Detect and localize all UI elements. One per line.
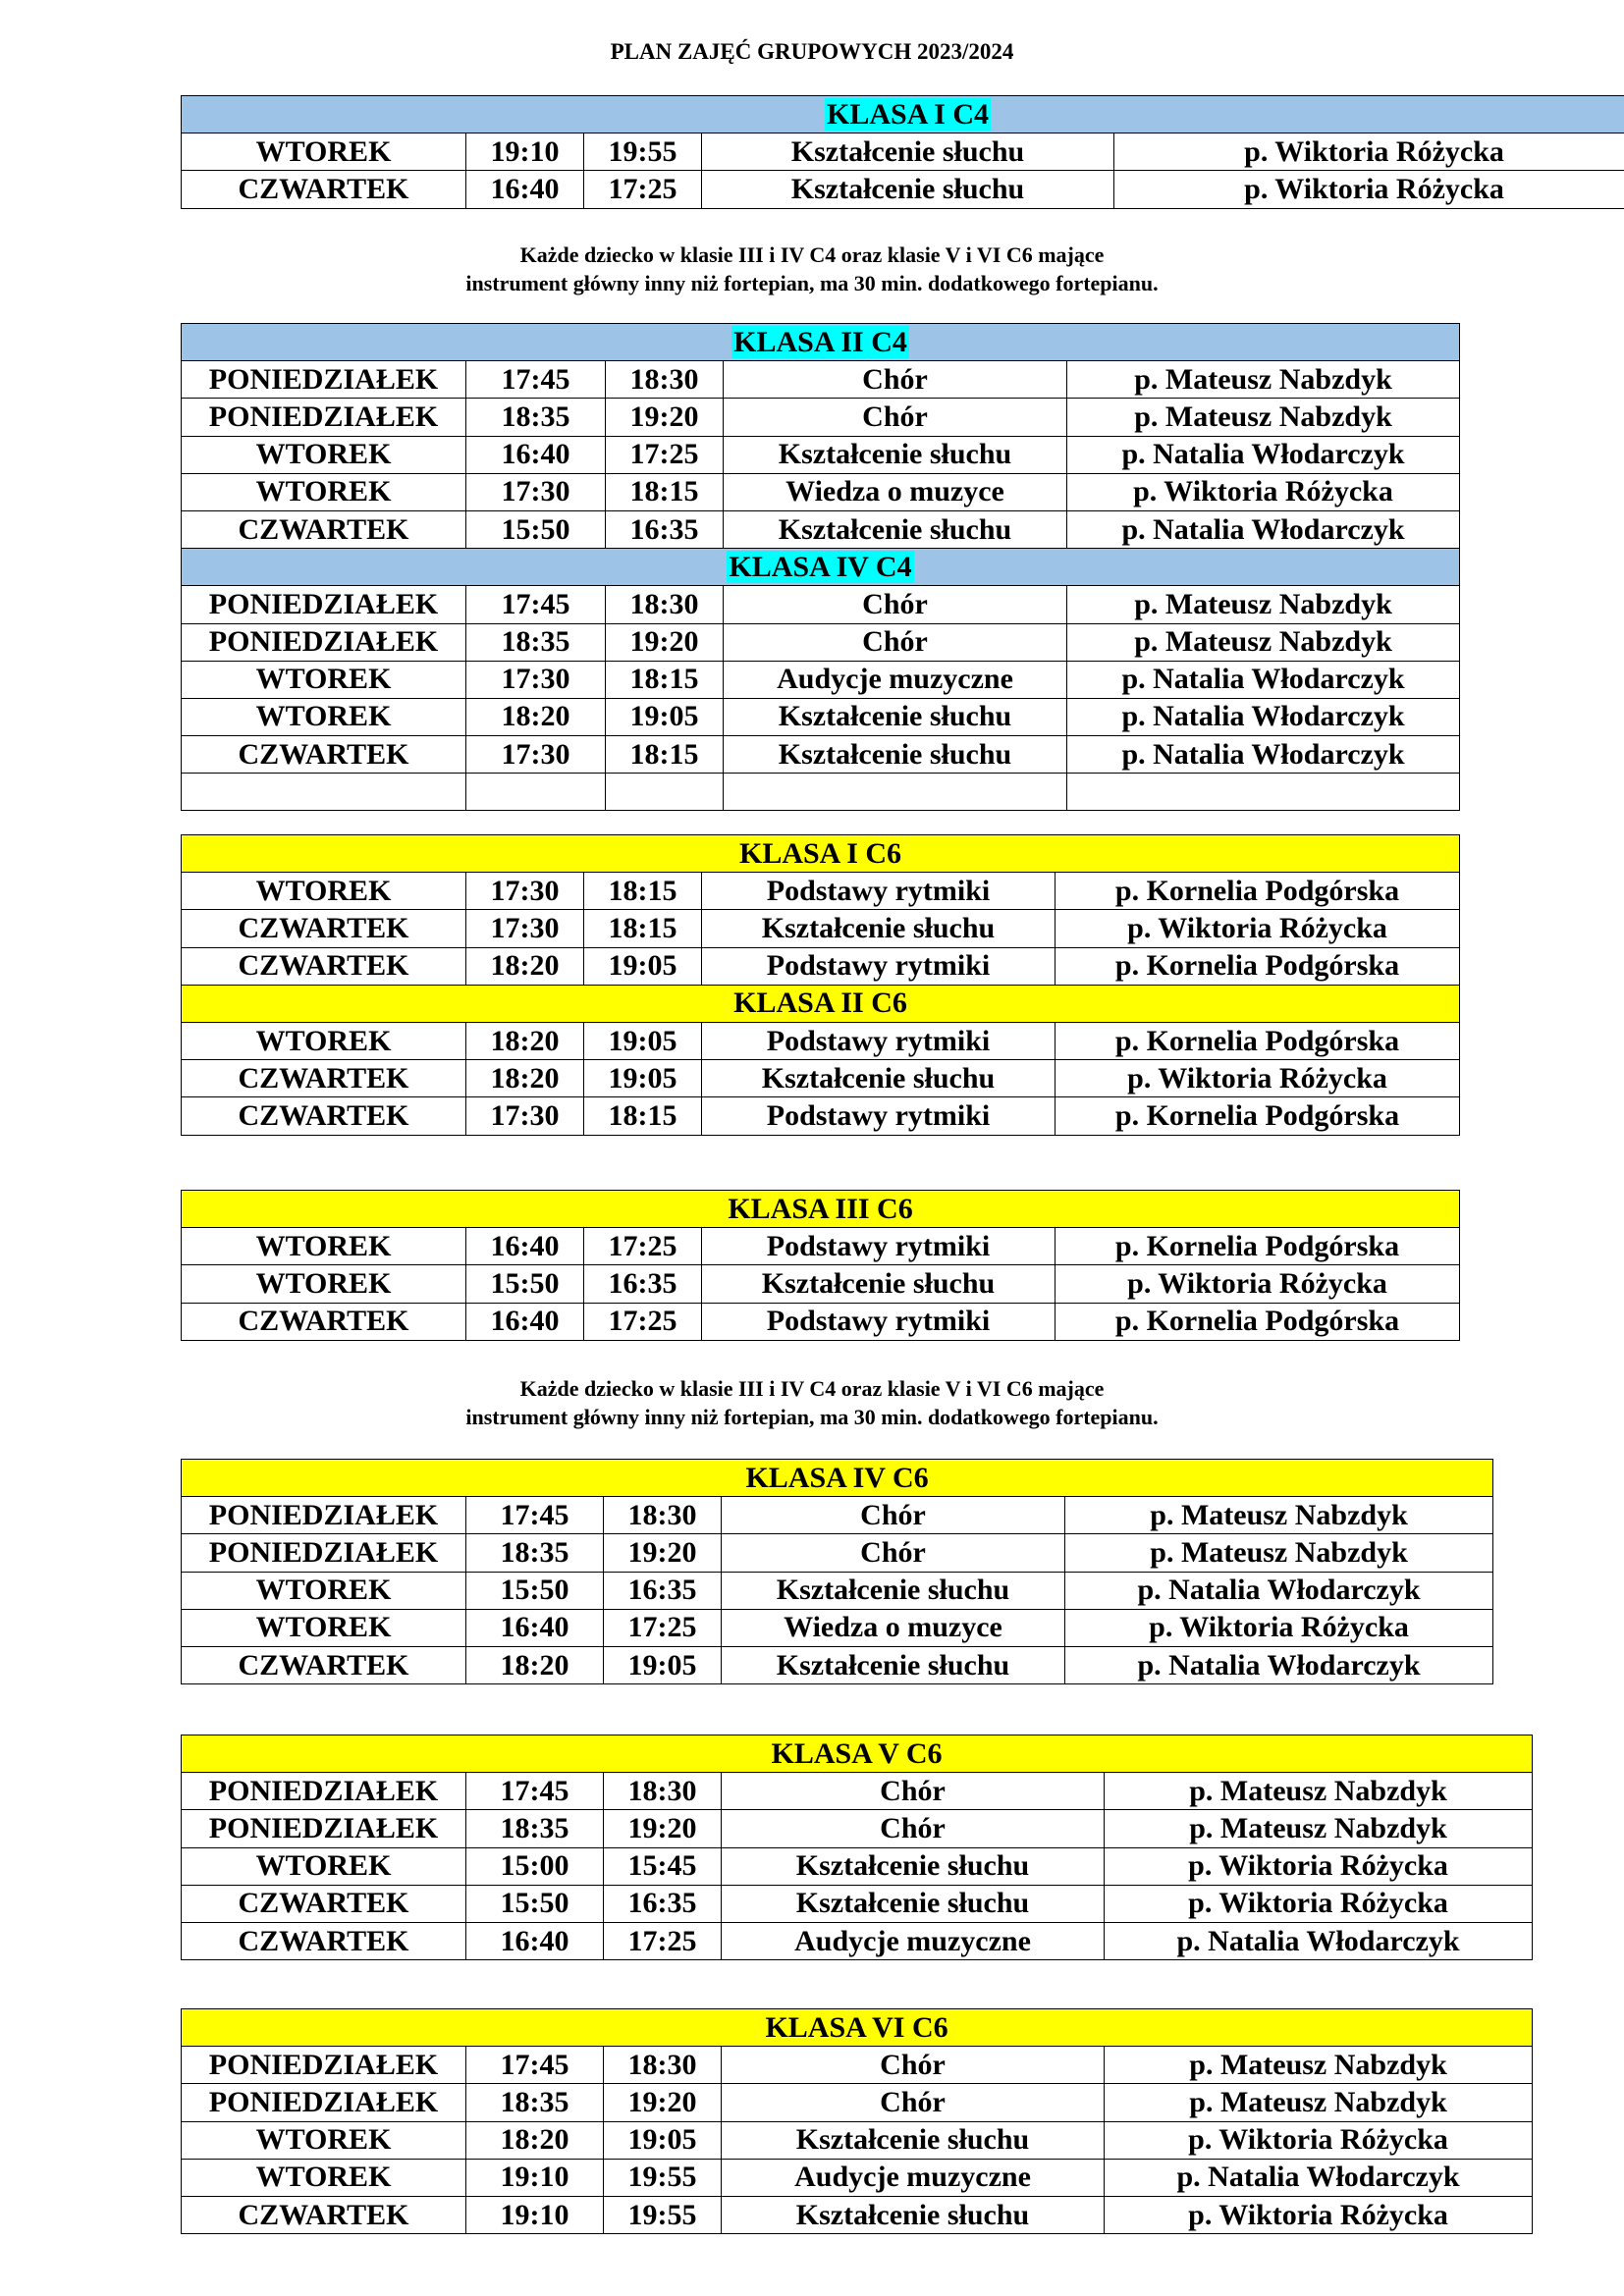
- day-cell: CZWARTEK: [182, 1885, 466, 1922]
- end-time-cell: 18:30: [606, 586, 724, 623]
- subject-cell: Audycje muzyczne: [724, 661, 1067, 698]
- teacher-cell: p. Wiktoria Różycka: [1065, 1609, 1493, 1646]
- subject-cell: Chór: [724, 361, 1067, 399]
- table-row: [182, 171, 1624, 208]
- table-row: [182, 910, 1460, 947]
- subject-cell: Kształcenie słuchu: [724, 736, 1067, 774]
- day-cell: CZWARTEK: [182, 1646, 466, 1683]
- class-header: [182, 835, 1460, 873]
- table-row: [182, 2121, 1533, 2159]
- day-cell: CZWARTEK: [182, 1922, 466, 1959]
- day-cell: PONIEDZIAŁEK: [182, 1810, 466, 1847]
- table-row: [182, 661, 1460, 698]
- class-header: [182, 1735, 1533, 1773]
- day-cell: PONIEDZIAŁEK: [182, 623, 466, 661]
- teacher-cell: p. Kornelia Podgórska: [1056, 1303, 1460, 1340]
- table-row: [182, 2047, 1533, 2084]
- day-cell: WTOREK: [182, 1022, 466, 1059]
- start-time-cell: 17:30: [466, 910, 584, 947]
- teacher-cell: p. Wiktoria Różycka: [1114, 171, 1624, 208]
- table-row: [182, 873, 1460, 910]
- class-header-row: [182, 2009, 1533, 2047]
- end-time-cell: 18:30: [606, 361, 724, 399]
- subject-cell: Podstawy rytmiki: [702, 873, 1056, 910]
- class-header: [182, 1460, 1493, 1497]
- class-header-row: [182, 835, 1460, 873]
- table-row: [182, 473, 1460, 510]
- note-line: Każde dziecko w klasie III i IV C4 oraz klasie V i VI C6 mające: [519, 242, 1105, 267]
- start-time-cell: 19:10: [466, 133, 584, 171]
- table-row: [182, 1922, 1533, 1959]
- day-cell: PONIEDZIAŁEK: [182, 1534, 466, 1572]
- day-cell: PONIEDZIAŁEK: [182, 1497, 466, 1534]
- table-row: [182, 1885, 1533, 1922]
- empty-cell: [724, 774, 1067, 811]
- class-header-row: [182, 1460, 1493, 1497]
- subject-cell: Kształcenie słuchu: [722, 1572, 1065, 1609]
- teacher-cell: p. Wiktoria Różycka: [1067, 473, 1460, 510]
- teacher-cell: p. Natalia Włodarczyk: [1105, 2159, 1533, 2196]
- end-time-cell: 16:35: [584, 1265, 702, 1303]
- page-title: PLAN ZAJĘĆ GRUPOWYCH 2023/2024: [610, 39, 1014, 64]
- class-header-row: [182, 1735, 1533, 1773]
- day-cell: WTOREK: [182, 1847, 466, 1885]
- day-cell: CZWARTEK: [182, 2196, 466, 2233]
- class-name: KLASA I C4: [827, 97, 990, 131]
- table-row: [182, 361, 1460, 399]
- subject-cell: Chór: [722, 1497, 1065, 1534]
- table-row: [182, 1022, 1460, 1059]
- class-header-row: [182, 985, 1460, 1022]
- start-time-cell: 16:40: [466, 1303, 584, 1340]
- teacher-cell: p. Wiktoria Różycka: [1105, 2196, 1533, 2233]
- teacher-cell: p. Natalia Włodarczyk: [1067, 436, 1460, 473]
- table-row: [182, 1228, 1460, 1265]
- end-time-cell: 19:05: [604, 2121, 722, 2159]
- class-name: KLASA V C6: [771, 1736, 943, 1770]
- subject-cell: Wiedza o muzyce: [724, 473, 1067, 510]
- end-time-cell: 19:20: [604, 1534, 722, 1572]
- day-cell: WTOREK: [182, 2159, 466, 2196]
- table-row: [182, 2084, 1533, 2121]
- end-time-cell: 18:30: [604, 1497, 722, 1534]
- table-row: [182, 623, 1460, 661]
- table-row: [182, 1303, 1460, 1340]
- class-header: [182, 549, 1460, 586]
- subject-cell: Kształcenie słuchu: [702, 1265, 1056, 1303]
- start-time-cell: 19:10: [466, 2159, 604, 2196]
- teacher-cell: p. Wiktoria Różycka: [1114, 133, 1624, 171]
- day-cell: WTOREK: [182, 2121, 466, 2159]
- teacher-cell: p. Mateusz Nabzdyk: [1105, 1810, 1533, 1847]
- table-row: [182, 2159, 1533, 2196]
- subject-cell: Podstawy rytmiki: [702, 1097, 1056, 1135]
- start-time-cell: 16:40: [466, 436, 606, 473]
- schedule-table: [181, 834, 1460, 1136]
- teacher-cell: p. Wiktoria Różycka: [1056, 1265, 1460, 1303]
- teacher-cell: p. Mateusz Nabzdyk: [1105, 2047, 1533, 2084]
- subject-cell: Chór: [722, 1773, 1105, 1810]
- subject-cell: Kształcenie słuchu: [722, 1847, 1105, 1885]
- table-row: [182, 1810, 1533, 1847]
- day-cell: WTOREK: [182, 133, 466, 171]
- table-row: [182, 436, 1460, 473]
- end-time-cell: 17:25: [604, 1609, 722, 1646]
- class-name: KLASA IV C6: [745, 1461, 929, 1494]
- end-time-cell: 17:25: [584, 1303, 702, 1340]
- start-time-cell: 16:40: [466, 171, 584, 208]
- day-cell: CZWARTEK: [182, 1097, 466, 1135]
- end-time-cell: 19:55: [584, 133, 702, 171]
- day-cell: PONIEDZIAŁEK: [182, 1773, 466, 1810]
- teacher-cell: p. Wiktoria Różycka: [1105, 1885, 1533, 1922]
- note-c4: [0, 240, 1624, 297]
- day-cell: WTOREK: [182, 436, 466, 473]
- table-row: [182, 1773, 1533, 1810]
- day-cell: PONIEDZIAŁEK: [182, 586, 466, 623]
- start-time-cell: 17:45: [466, 586, 606, 623]
- schedule-table: [181, 1190, 1460, 1341]
- subject-cell: Kształcenie słuchu: [722, 2121, 1105, 2159]
- end-time-cell: 17:25: [606, 436, 724, 473]
- empty-cell: [606, 774, 724, 811]
- table-row: [182, 1609, 1493, 1646]
- end-time-cell: 18:15: [584, 873, 702, 910]
- note-line: Każde dziecko w klasie III i IV C4 oraz klasie V i VI C6 mające: [519, 1376, 1105, 1401]
- start-time-cell: 17:45: [466, 1773, 604, 1810]
- subject-cell: Kształcenie słuchu: [702, 1060, 1056, 1097]
- table-row: [182, 1646, 1493, 1683]
- empty-cell: [466, 774, 606, 811]
- teacher-cell: p. Mateusz Nabzdyk: [1105, 2084, 1533, 2121]
- start-time-cell: 18:20: [466, 1060, 584, 1097]
- start-time-cell: 18:20: [466, 2121, 604, 2159]
- end-time-cell: 19:20: [604, 1810, 722, 1847]
- schedule-table: [181, 1459, 1493, 1684]
- table-row: [182, 698, 1460, 735]
- table-row: [182, 736, 1460, 774]
- schedule-table: [181, 95, 1624, 209]
- day-cell: WTOREK: [182, 1609, 466, 1646]
- end-time-cell: 19:55: [604, 2159, 722, 2196]
- end-time-cell: 18:15: [606, 473, 724, 510]
- start-time-cell: 17:30: [466, 661, 606, 698]
- day-cell: WTOREK: [182, 1572, 466, 1609]
- end-time-cell: 19:20: [606, 399, 724, 436]
- day-cell: WTOREK: [182, 1265, 466, 1303]
- table-row: [182, 1572, 1493, 1609]
- note-line: instrument główny inny niż fortepian, ma 30 min. dodatkowego fortepianu.: [465, 1405, 1159, 1429]
- start-time-cell: 16:40: [466, 1228, 584, 1265]
- subject-cell: Chór: [722, 1810, 1105, 1847]
- class-header-row: [182, 549, 1460, 586]
- teacher-cell: p. Mateusz Nabzdyk: [1105, 1773, 1533, 1810]
- start-time-cell: 17:30: [466, 736, 606, 774]
- day-cell: WTOREK: [182, 873, 466, 910]
- start-time-cell: 15:50: [466, 1572, 604, 1609]
- class-name: KLASA III C6: [728, 1192, 913, 1225]
- end-time-cell: 19:05: [584, 947, 702, 985]
- day-cell: PONIEDZIAŁEK: [182, 399, 466, 436]
- start-time-cell: 16:40: [466, 1609, 604, 1646]
- teacher-cell: p. Kornelia Podgórska: [1056, 1228, 1460, 1265]
- teacher-cell: p. Kornelia Podgórska: [1056, 1097, 1460, 1135]
- table-row: [182, 586, 1460, 623]
- class-header: [182, 324, 1460, 361]
- teacher-cell: p. Kornelia Podgórska: [1056, 873, 1460, 910]
- end-time-cell: 18:30: [604, 2047, 722, 2084]
- end-time-cell: 16:35: [604, 1885, 722, 1922]
- day-cell: CZWARTEK: [182, 1303, 466, 1340]
- subject-cell: Kształcenie słuchu: [722, 1646, 1065, 1683]
- class-header-row: [182, 1191, 1460, 1228]
- table-row: [182, 133, 1624, 171]
- schedule-table: [181, 323, 1460, 811]
- end-time-cell: 17:25: [584, 171, 702, 208]
- note-line: instrument główny inny niż fortepian, ma 30 min. dodatkowego fortepianu.: [465, 271, 1159, 295]
- teacher-cell: p. Natalia Włodarczyk: [1067, 736, 1460, 774]
- teacher-cell: p. Mateusz Nabzdyk: [1067, 399, 1460, 436]
- day-cell: CZWARTEK: [182, 510, 466, 548]
- teacher-cell: p. Natalia Włodarczyk: [1065, 1646, 1493, 1683]
- teacher-cell: p. Natalia Włodarczyk: [1067, 510, 1460, 548]
- subject-cell: Chór: [724, 586, 1067, 623]
- class-header: [182, 2009, 1533, 2047]
- table-row: [182, 1265, 1460, 1303]
- class-header: [182, 1191, 1460, 1228]
- subject-cell: Audycje muzyczne: [722, 1922, 1105, 1959]
- end-time-cell: 18:15: [606, 736, 724, 774]
- end-time-cell: 19:05: [604, 1646, 722, 1683]
- class-name: KLASA II C6: [733, 987, 907, 1020]
- day-cell: PONIEDZIAŁEK: [182, 2084, 466, 2121]
- empty-cell: [182, 774, 466, 811]
- note-c6: [0, 1374, 1624, 1431]
- end-time-cell: 16:35: [604, 1572, 722, 1609]
- end-time-cell: 18:15: [584, 910, 702, 947]
- end-time-cell: 19:20: [606, 623, 724, 661]
- end-time-cell: 17:25: [604, 1922, 722, 1959]
- start-time-cell: 17:30: [466, 873, 584, 910]
- day-cell: WTOREK: [182, 1228, 466, 1265]
- day-cell: WTOREK: [182, 698, 466, 735]
- subject-cell: Audycje muzyczne: [722, 2159, 1105, 2196]
- day-cell: WTOREK: [182, 661, 466, 698]
- class-name: KLASA IV C4: [729, 550, 912, 583]
- start-time-cell: 18:35: [466, 1810, 604, 1847]
- class-name: KLASA I C6: [738, 836, 902, 870]
- end-time-cell: 18:15: [584, 1097, 702, 1135]
- class-name: KLASA VI C6: [765, 2010, 948, 2044]
- table-row: [182, 1097, 1460, 1135]
- empty-cell: [1067, 774, 1460, 811]
- table-row: [182, 1847, 1533, 1885]
- teacher-cell: p. Wiktoria Różycka: [1056, 1060, 1460, 1097]
- teacher-cell: p. Mateusz Nabzdyk: [1065, 1534, 1493, 1572]
- subject-cell: Podstawy rytmiki: [702, 1303, 1056, 1340]
- teacher-cell: p. Wiktoria Różycka: [1105, 2121, 1533, 2159]
- day-cell: CZWARTEK: [182, 947, 466, 985]
- subject-cell: Kształcenie słuchu: [722, 1885, 1105, 1922]
- start-time-cell: 17:45: [466, 361, 606, 399]
- table-row: [182, 1534, 1493, 1572]
- end-time-cell: 19:55: [604, 2196, 722, 2233]
- start-time-cell: 17:30: [466, 473, 606, 510]
- subject-cell: Kształcenie słuchu: [702, 133, 1114, 171]
- teacher-cell: p. Natalia Włodarczyk: [1067, 661, 1460, 698]
- table-row: [182, 399, 1460, 436]
- schedule-table: [181, 2008, 1533, 2234]
- subject-cell: Chór: [722, 2084, 1105, 2121]
- end-time-cell: 19:05: [606, 698, 724, 735]
- teacher-cell: p. Mateusz Nabzdyk: [1067, 586, 1460, 623]
- table-row: [182, 1060, 1460, 1097]
- start-time-cell: 18:35: [466, 1534, 604, 1572]
- class-header-row: [182, 96, 1624, 133]
- schedule-table: [181, 1735, 1533, 1960]
- end-time-cell: 15:45: [604, 1847, 722, 1885]
- end-time-cell: 19:20: [604, 2084, 722, 2121]
- end-time-cell: 16:35: [606, 510, 724, 548]
- end-time-cell: 18:15: [606, 661, 724, 698]
- day-cell: CZWARTEK: [182, 910, 466, 947]
- table-row: [182, 1497, 1493, 1534]
- start-time-cell: 18:20: [466, 947, 584, 985]
- teacher-cell: p. Kornelia Podgórska: [1056, 947, 1460, 985]
- subject-cell: Podstawy rytmiki: [702, 1228, 1056, 1265]
- teacher-cell: p. Natalia Włodarczyk: [1105, 1922, 1533, 1959]
- subject-cell: Kształcenie słuchu: [724, 698, 1067, 735]
- start-time-cell: 18:35: [466, 623, 606, 661]
- end-time-cell: 19:05: [584, 1022, 702, 1059]
- start-time-cell: 17:45: [466, 2047, 604, 2084]
- subject-cell: Chór: [722, 2047, 1105, 2084]
- subject-cell: Kształcenie słuchu: [724, 436, 1067, 473]
- class-name: KLASA II C4: [733, 325, 907, 358]
- start-time-cell: 19:10: [466, 2196, 604, 2233]
- class-header: [182, 96, 1624, 133]
- table-row: [182, 510, 1460, 548]
- teacher-cell: p. Kornelia Podgórska: [1056, 1022, 1460, 1059]
- start-time-cell: 18:20: [466, 698, 606, 735]
- subject-cell: Kształcenie słuchu: [702, 910, 1056, 947]
- day-cell: CZWARTEK: [182, 171, 466, 208]
- table-row: [182, 2196, 1533, 2233]
- start-time-cell: 15:50: [466, 1265, 584, 1303]
- subject-cell: Chór: [722, 1534, 1065, 1572]
- subject-cell: Podstawy rytmiki: [702, 1022, 1056, 1059]
- end-time-cell: 18:30: [604, 1773, 722, 1810]
- subject-cell: Chór: [724, 399, 1067, 436]
- subject-cell: Chór: [724, 623, 1067, 661]
- teacher-cell: p. Wiktoria Różycka: [1056, 910, 1460, 947]
- class-header: [182, 985, 1460, 1022]
- start-time-cell: 15:50: [466, 1885, 604, 1922]
- subject-cell: Kształcenie słuchu: [722, 2196, 1105, 2233]
- start-time-cell: 18:35: [466, 399, 606, 436]
- subject-cell: Podstawy rytmiki: [702, 947, 1056, 985]
- start-time-cell: 18:20: [466, 1022, 584, 1059]
- end-time-cell: 17:25: [584, 1228, 702, 1265]
- day-cell: CZWARTEK: [182, 736, 466, 774]
- teacher-cell: p. Mateusz Nabzdyk: [1065, 1497, 1493, 1534]
- start-time-cell: 15:00: [466, 1847, 604, 1885]
- start-time-cell: 18:35: [466, 2084, 604, 2121]
- teacher-cell: p. Mateusz Nabzdyk: [1067, 623, 1460, 661]
- teacher-cell: p. Mateusz Nabzdyk: [1067, 361, 1460, 399]
- class-header-row: [182, 324, 1460, 361]
- start-time-cell: 16:40: [466, 1922, 604, 1959]
- end-time-cell: 19:05: [584, 1060, 702, 1097]
- day-cell: PONIEDZIAŁEK: [182, 361, 466, 399]
- subject-cell: Wiedza o muzyce: [722, 1609, 1065, 1646]
- subject-cell: Kształcenie słuchu: [724, 510, 1067, 548]
- start-time-cell: 15:50: [466, 510, 606, 548]
- table-row: [182, 947, 1460, 985]
- start-time-cell: 17:30: [466, 1097, 584, 1135]
- teacher-cell: p. Natalia Włodarczyk: [1067, 698, 1460, 735]
- start-time-cell: 17:45: [466, 1497, 604, 1534]
- empty-row: [182, 774, 1460, 811]
- day-cell: CZWARTEK: [182, 1060, 466, 1097]
- teacher-cell: p. Wiktoria Różycka: [1105, 1847, 1533, 1885]
- day-cell: PONIEDZIAŁEK: [182, 2047, 466, 2084]
- teacher-cell: p. Natalia Włodarczyk: [1065, 1572, 1493, 1609]
- subject-cell: Kształcenie słuchu: [702, 171, 1114, 208]
- start-time-cell: 18:20: [466, 1646, 604, 1683]
- day-cell: WTOREK: [182, 473, 466, 510]
